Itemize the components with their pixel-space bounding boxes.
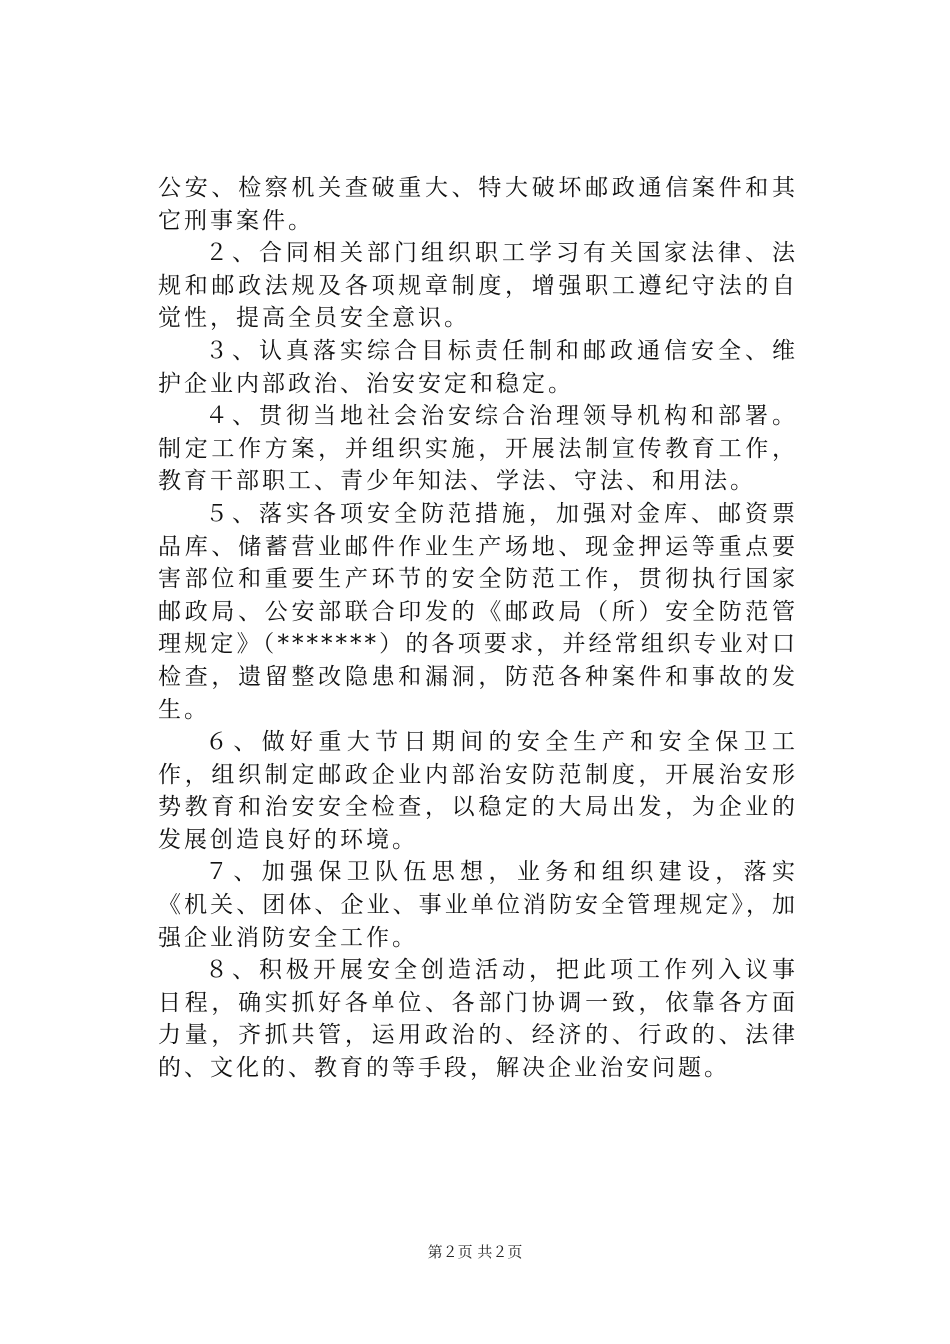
paragraph-item-3: ３、认真落实综合目标责任制和邮政通信安全、维护企业内部政治、治安安定和稳定。	[158, 337, 798, 397]
paragraph-item-7: ７、加强保卫队伍思想，业务和组织建设，落实《机关、团体、企业、事业单位消防安全管理规定》，加强企业消防安全工作。	[158, 859, 798, 951]
document-body	[158, 172, 798, 1085]
paragraph-item-8: ８、积极开展安全创造活动，把此项工作列入议事日程，确实抓好各单位、各部门协调一致，依靠各方面力量，齐抓共管，运用政治的、经济的、行政的、法律的、文化的、教育的等手段，解决企业治安问题。	[158, 957, 798, 1082]
paragraph-item-5: ５、落实各项安全防范措施，加强对金库、邮资票品库、储蓄营业邮件作业生产场地、现金押运等重点要害部位和重要生产环节的安全防范工作，贯彻执行国家邮政局、公安部联合印发的《邮政局（所）安全防范管理规定》（*******）的各项要求，并经常组织专业对口检查，遗留整改隐患和漏洞，防范各种案件和事故的发生。	[158, 500, 798, 723]
paragraph-item-2: ２、合同相关部门组织职工学习有关国家法律、法规和邮政法规及各项规章制度，增强职工遵纪守法的自觉性，提高全员安全意识。	[158, 240, 798, 332]
paragraph-continuation: 公安、检察机关查破重大、特大破坏邮政通信案件和其它刑事案件。	[158, 175, 798, 234]
paragraph-item-4: ４、贯彻当地社会治安综合治理领导机构和部署。制定工作方案，并组织实施，开展法制宣传教育工作，教育干部职工、青少年知法、学法、守法、和用法。	[158, 403, 798, 495]
page-number-footer: 第２页 共２页	[427, 1243, 523, 1261]
paragraph-item-6: ６、做好重大节日期间的安全生产和安全保卫工作，组织制定邮政企业内部治安防范制度，开展治安形势教育和治安安全检查，以稳定的大局出发，为企业的发展创造良好的环境。	[158, 729, 798, 853]
